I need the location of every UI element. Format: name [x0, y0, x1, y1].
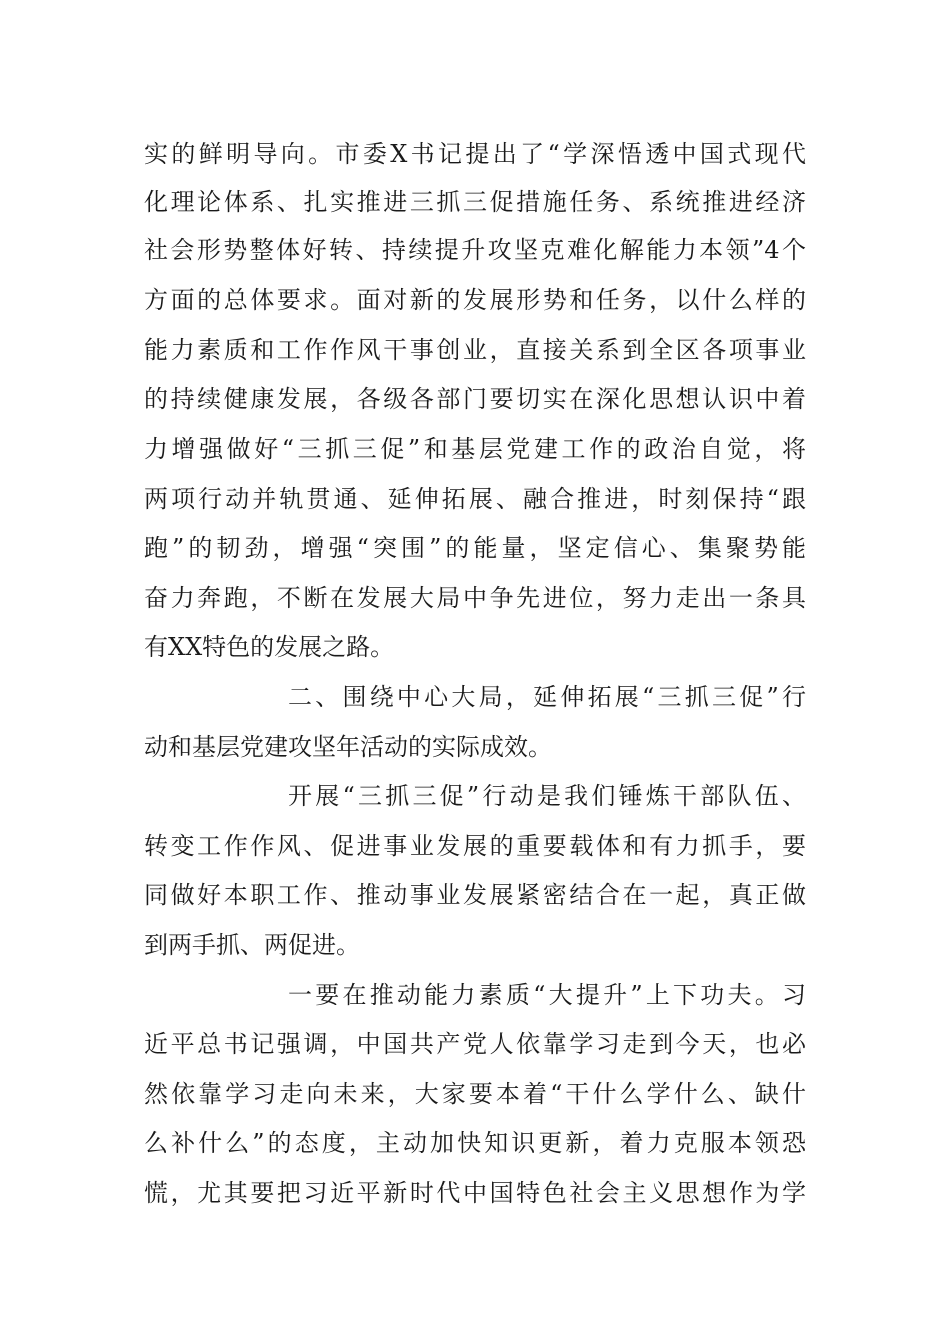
- paragraph-line-indented: 一要在推动能力素质“大提升”上下功夫。习: [288, 981, 806, 1009]
- paragraph-line: 方面的总体要求。面对新的发展形势和任务，以什么样的: [144, 286, 806, 314]
- section-heading-line-end: 动和基层党建攻坚年活动的实际成效。: [144, 733, 552, 761]
- paragraph-line: 奋力奔跑，不断在发展大局中争先进位，努力走出一条具: [144, 584, 806, 612]
- paragraph-line: 慌，尤其要把习近平新时代中国特色社会主义思想作为学: [144, 1179, 806, 1207]
- paragraph-line: 同做好本职工作、推动事业发展紧密结合在一起，真正做: [144, 881, 806, 909]
- paragraph-line: 转变工作作风、促进事业发展的重要载体和有力抓手，要: [144, 832, 806, 860]
- paragraph-line: 么补什么”的态度，主动加快知识更新，着力克服本领恐: [144, 1129, 806, 1157]
- paragraph-line: 近平总书记强调，中国共产党人依靠学习走到今天，也必: [144, 1030, 806, 1058]
- paragraph-line: 跑”的韧劲，增强“突围”的能量，坚定信心、集聚势能: [144, 534, 806, 562]
- paragraph-line-indented: 开展“三抓三促”行动是我们锤炼干部队伍、: [288, 782, 806, 810]
- paragraph-line: 两项行动并轨贯通、延伸拓展、融合推进，时刻保持“跟: [144, 485, 806, 513]
- paragraph-line: 实的鲜明导向。市委X书记提出了“学深悟透中国式现代: [144, 140, 806, 168]
- paragraph-line: 然依靠学习走向未来，大家要本着“干什么学什么、缺什: [144, 1080, 806, 1108]
- paragraph-line-end: 有XX特色的发展之路。: [144, 633, 395, 661]
- section-heading-line: 二、围绕中心大局，延伸拓展“三抓三促”行: [288, 683, 806, 711]
- paragraph-line: 化理论体系、扎实推进三抓三促措施任务、系统推进经济: [144, 188, 806, 216]
- paragraph-line: 的持续健康发展，各级各部门要切实在深化思想认识中着: [144, 385, 806, 413]
- paragraph-line: 能力素质和工作作风干事创业，直接关系到全区各项事业: [144, 336, 806, 364]
- paragraph-line: 力增强做好“三抓三促”和基层党建工作的政治自觉，将: [144, 435, 806, 463]
- paragraph-line: 社会形势整体好转、持续提升攻坚克难化解能力本领”4个: [144, 236, 806, 264]
- paragraph-line-end: 到两手抓、两促进。: [144, 931, 360, 959]
